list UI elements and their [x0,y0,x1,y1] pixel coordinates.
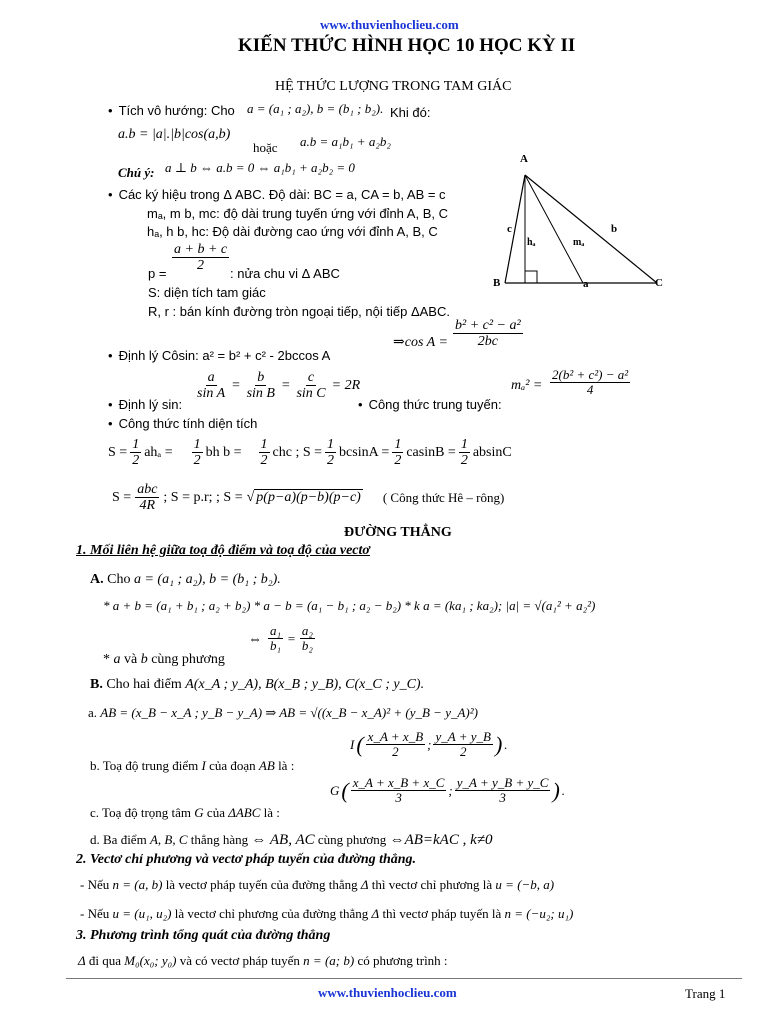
area-line-2: S = $\frac{\text{abc}}{4R}$ ; S = p.r; ; S = √ p(p−a)(p−b)(p−c) ( Công thức Hê – rông) [112,482,505,514]
section-heading-triangle: HỆ THỨC LƯỢNG TRONG TAM GIÁC [275,79,512,94]
triangle-label-A: A [520,153,528,165]
median-fraction [550,368,630,398]
subheading-2: 2. Vectơ chỉ phương và vectơ pháp tuyến của đường thẳng. [76,852,417,867]
p-numerator: a + b + c [174,242,228,257]
part-b: B. Cho hai điểm A(x_A ; y_A), B(x_B ; y_B), C(x_C ; y_C). [90,677,425,692]
p-fraction [172,242,229,274]
cos-denominator: 2bc [477,334,498,350]
area-heading: • Công thức tính diện tích [108,416,257,431]
dot-or: hoặc [253,140,278,155]
p-denominator: 2 [197,258,205,274]
dot-vectors: a = (a₁ ; a₂), b = (b₁ ; b₂). [247,101,384,116]
subheading-1: 1. Mối liên hệ giữa toạ độ điểm và toạ độ của vectơ [76,543,370,558]
section-heading-line: ĐƯỜNG THẲNG [344,525,452,540]
sine-law-label: • Định lý sin: [108,397,182,412]
page-number: Trang 1 [685,986,726,1001]
sine-rhs: = 2R [331,377,361,393]
notation-line-3: hₐ, h b, hc: Độ dài đường cao ứng với đỉnh A, B, C [147,224,438,239]
s-description: S: diện tích tam giác [148,285,266,300]
median-numerator: 2(b² + c²) − a² [552,367,629,382]
area-line-1: S = $\frac{1}{2}$ ahₐ = $\frac{1}{2}$ bh b = $\frac{1}{2}$ chc ; S = $\frac{1}{2}$ bcsinA = $\frac{1}{2}$ casinB = $\frac{1}{2}$ absinC [108,437,512,469]
p-description: : nửa chu vi Δ ABC [230,266,340,281]
note-formula: a ⊥ b ⇔ a.b = 0 ⇔ a₁b₁ + a₂b₂ = 0 [165,160,355,175]
cosine-law: • Định lý Côsin: a² = b² + c² - 2bccos A [108,348,330,363]
ab-vector: a. AB = (x_B − x_A ; y_B − y_A) ⇒ AB = √((x_B − x_A)² + (y_B − y_A)²) [88,705,478,720]
footer-link[interactable]: www.thuvienhoclieu.com [318,985,457,1000]
sine-frac-c: $\frac{c}{\text{sin C}}$ [296,370,326,402]
triangle-label-a: a [583,278,589,290]
sine-frac-b: $\frac{b}{\text{sin B}}$ [246,370,275,402]
midpoint-text: b. Toạ độ trung điểm I của đoạn AB là : [90,758,295,773]
collinear-text: d. Ba điểm A, B, C thẳng hàng ⇔ AB, AC cùng phương ⇔AB=kAC , k≠0 [90,832,493,848]
footer-rule [66,978,742,979]
direction-to-normal: - Nếu u = (u₁, u₂) là vectơ chỉ phương của đường thẳng Δ thì vectơ pháp tuyến là n = (−u₂; u₁) [80,906,574,921]
dot-formula-1: a.b = |a|.|b|cos(a,b) [118,127,231,142]
parallel-prefix: ⇔ [248,632,262,647]
triangle-label-b: b [611,223,618,235]
centroid-formula: G ( $\frac{x\_A + x\_B + x\_C}{3}$ ; $\frac{y\_A + y\_B + y\_C}{3}$ ) . [330,775,566,806]
subheading-3: 3. Phương trình tổng quát của đường thẳng [76,928,331,943]
notation-line-1: • Các ký hiệu trong Δ ABC. Độ dài: BC = a, CA = b, AB = c [108,187,446,202]
triangle-label-h: hₐ [527,237,536,248]
dot-then: Khi đó: [390,105,431,120]
parallel-text: * a và b cùng phương [103,652,225,667]
centroid-text: c. Toạ độ trọng tâm G của ΔABC là : [90,805,280,820]
parallel-condition: $\frac{\text{a₁}}{\text{b₁}}$ = $\frac{\text{a₂}}{\text{b₂}}$ [270,623,313,654]
general-equation-text: Δ đi qua M₀(x₀; y₀) và có vectơ pháp tuyến n = (a; b) có phương trình : [78,953,448,968]
normal-to-direction: - Nếu n = (a, b) là vectơ pháp tuyến của đường thẳng Δ thì vectơ chỉ phương là u = (−b, a) [80,877,555,892]
median-label: • Công thức trung tuyến: [358,397,502,412]
cos-prefix: ⇒cos A = [393,335,448,350]
dot-formula-2: a.b = a₁b₁ + a₂b₂ [300,134,391,149]
note-label: Chú ý: [118,165,155,180]
median-denominator: 4 [586,382,594,398]
vector-operations: * a + b = (a₁ + b₁ ; a₂ + b₂) * a − b = (a₁ − b₁ ; a₂ − b₂) * k a = (ka₁ ; ka₂); |a| = √(a₁² + a₂²) [103,598,596,613]
r-description: R, r : bán kính đường tròn ngoại tiếp, nội tiếp ΔABC. [148,304,450,319]
p-label: p = [148,266,167,281]
dot-product-label: • Tích vô hướng: Cho [108,103,235,118]
triangle-label-B: B [493,277,501,289]
median-lhs: mₐ² = [511,378,543,393]
triangle-label-c: c [507,223,512,235]
triangle-figure [485,145,675,295]
sine-law-formula: $\frac{a}{\text{sin A}}$ = $\frac{b}{\text{sin B}}$ = $\frac{c}{\text{sin C}}$ = 2R [197,370,361,402]
sine-frac-a: $\frac{a}{\text{sin A}}$ [197,370,226,402]
page-title: KIẾN THỨC HÌNH HỌC 10 HỌC KỲ II [238,35,576,56]
header-link[interactable]: www.thuvienhoclieu.com [320,17,459,32]
triangle-label-C: C [655,277,663,289]
notation-line-2: mₐ, m b, mc: độ dài trung tuyến ứng với đỉnh A, B, C [147,206,448,221]
triangle-label-m: mₐ [573,237,585,248]
midpoint-formula: I ( $\frac{x\_A + x\_B}{2}$ ; $\frac{y\_A + y\_B}{2}$ ) . [350,729,508,760]
cos-fraction [453,318,523,350]
part-a: A. Cho a = (a₁ ; a₂), b = (b₁ ; b₂). [90,572,281,587]
cos-numerator: b² + c² − a² [455,318,521,333]
